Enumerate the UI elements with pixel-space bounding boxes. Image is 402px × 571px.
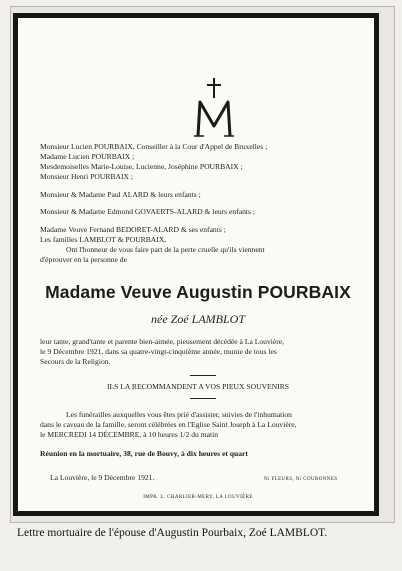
body-line: Secours de la Religion. bbox=[40, 357, 111, 366]
card-content bbox=[40, 18, 356, 511]
funeral-line: dans le caveau de la famille, seront célébrées en l'Eglise Saint Joseph à La Louvière, bbox=[40, 420, 297, 429]
cross-m-icon bbox=[192, 76, 236, 146]
family-line: Monsieur Henri POURBAIX ; bbox=[40, 172, 134, 181]
body-line: le 9 Décembre 1921, dans sa quatre-vingt-cinquième année, munie de tous les bbox=[40, 347, 277, 356]
place-date: La Louvière, le 9 Décembre 1921. bbox=[50, 473, 155, 482]
family-line: Monsieur & Madame Edmond GOVAERTS-ALARD & leurs enfants ; bbox=[40, 207, 255, 216]
maiden-name: née Zoé LAMBLOT bbox=[151, 312, 245, 326]
funeral-line: le MERCREDI 14 DÉCEMBRE, à 10 heures 1/2 du matin bbox=[40, 430, 219, 439]
family-line: Monsieur Lucien POURBAIX, Conseiller à la Cour d'Appel de Bruxelles ; bbox=[40, 142, 268, 151]
family-line: Madame Veuve Fernand BEDORET-ALARD & ses enfants ; bbox=[40, 225, 226, 234]
death-notice-card bbox=[13, 13, 379, 516]
intro-line: Ont l'honneur de vous faire part de la perte cruelle qu'ils viennent bbox=[66, 245, 265, 254]
cross-monogram bbox=[192, 76, 236, 146]
reunion-line: Réunion en la mortuaire, 38, rue de Bouvy, à dix heures et quart bbox=[40, 449, 248, 458]
divider bbox=[190, 375, 216, 376]
divider bbox=[190, 398, 216, 399]
no-flowers: Ni FLEURS, Ni COURONNES bbox=[264, 477, 338, 482]
family-line: Les familles LAMBLOT & POURBAIX, bbox=[40, 235, 167, 244]
printer-credit: IMPR. L. CHARLIER-MERY, LA LOUVIÈRE bbox=[143, 495, 253, 500]
photo-caption: Lettre mortuaire de l'épouse d'Augustin Pourbaix, Zoé LAMBLOT. bbox=[17, 527, 328, 539]
recommend-line: ILS LA RECOMMANDENT A VOS PIEUX SOUVENIRS bbox=[107, 382, 289, 391]
body-line: leur tante, grand'tante et parente bien-aimée, pieusement décédée à La Louvière, bbox=[40, 337, 285, 346]
family-line: Monsieur & Madame Paul ALARD & leurs enfants ; bbox=[40, 190, 201, 199]
family-line: Madame Lucien POURBAIX ; bbox=[40, 152, 135, 161]
family-line: Mesdemoiselles Marie-Louise, Lucienne, Joséphine POURBAIX ; bbox=[40, 162, 243, 171]
intro-line: d'éprouver en la personne de bbox=[40, 255, 127, 264]
deceased-name: Madame Veuve Augustin POURBAIX bbox=[45, 282, 351, 302]
funeral-line: Les funérailles auxquelles vous êtes prié d'assister, suivies de l'inhumation bbox=[66, 410, 292, 419]
